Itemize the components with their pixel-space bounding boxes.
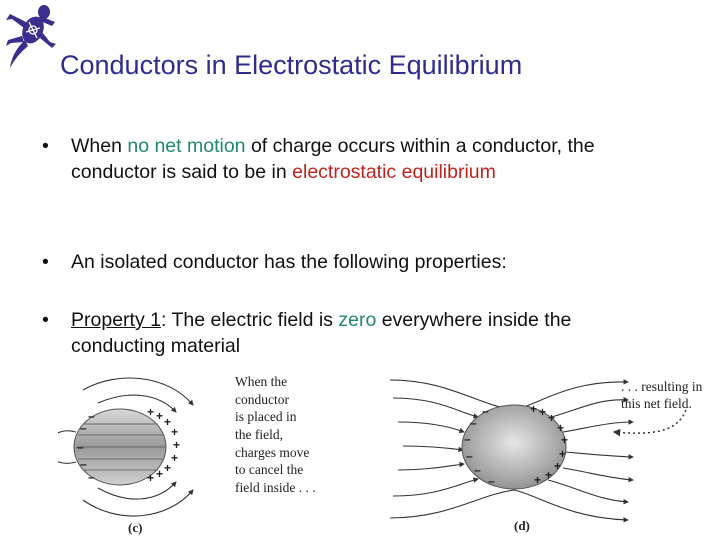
plus-charge: + (164, 415, 172, 429)
plus-charge: + (147, 405, 155, 419)
plus-charge: + (147, 471, 155, 485)
slide-title: Conductors in Electrostatic Equilibrium (60, 50, 523, 80)
minus-charge: – (80, 421, 87, 435)
caption-c-line: charges move (235, 445, 310, 460)
minus-charge: – (474, 463, 481, 477)
bullet-marker: • (42, 135, 49, 157)
plus-charge: + (561, 433, 569, 447)
plus-charge: + (171, 425, 179, 439)
bullet-text-part: When (71, 135, 128, 157)
minus-charge: – (88, 470, 95, 484)
caption-c-line: is placed in (235, 409, 297, 424)
caption-c-line: field inside . . . (235, 480, 316, 495)
plus-charge: + (554, 459, 562, 473)
minus-charge: – (470, 416, 477, 430)
highlight-no-net-motion: no net motion (127, 135, 246, 157)
caption-c-line: When the (235, 374, 288, 389)
plus-charge: + (156, 409, 164, 423)
bullet-marker: • (42, 251, 49, 273)
minus-charge: – (482, 404, 489, 418)
highlight-electrostatic-equilibrium: electrostatic equilibrium (292, 161, 496, 183)
caption-c-line: the field, (235, 427, 283, 442)
plus-charge: + (548, 411, 556, 425)
gecko-logo-icon (0, 0, 58, 74)
property-1-label: Property 1 (71, 309, 161, 331)
caption-c-line: to cancel the (235, 462, 304, 477)
panel-c-diagram (58, 374, 316, 535)
plus-charge: + (171, 451, 179, 465)
plus-charge: + (156, 467, 164, 481)
bullet-marker: • (42, 309, 49, 331)
plus-charge: + (530, 402, 538, 416)
plus-charge: + (559, 447, 567, 461)
minus-charge: – (77, 440, 84, 454)
plus-charge: + (557, 421, 565, 435)
minus-charge: – (80, 457, 87, 471)
minus-charge: – (488, 474, 495, 488)
plus-charge: + (545, 468, 553, 482)
bullet-text-part: : The electric field is (160, 309, 339, 331)
bullet-text: An isolated conductor has the following properties: (71, 251, 507, 273)
panel-d-label: (d) (514, 518, 530, 533)
panel-c-label: (c) (128, 520, 143, 535)
bullet-text (71, 307, 671, 359)
minus-charge: – (88, 409, 95, 423)
bullet-text-part: everywhere inside the conducting material (71, 309, 572, 357)
plus-charge: + (534, 473, 542, 487)
bullet-text (71, 133, 671, 185)
plus-charge: + (164, 461, 172, 475)
caption-c-line: conductor (235, 392, 289, 407)
panel-d-diagram (390, 379, 703, 533)
plus-charge: + (539, 405, 547, 419)
highlight-zero: zero (338, 309, 377, 331)
conductor-field-figure (58, 360, 720, 540)
caption-d-line: . . . resulting in (621, 379, 703, 394)
caption-d-line: this net field. (621, 396, 692, 411)
minus-charge: – (464, 432, 471, 446)
plus-charge: + (173, 438, 181, 452)
minus-charge: – (466, 449, 473, 463)
bullet-text-part: of charge occurs within a conductor, the conductor is said to be in (71, 135, 595, 183)
